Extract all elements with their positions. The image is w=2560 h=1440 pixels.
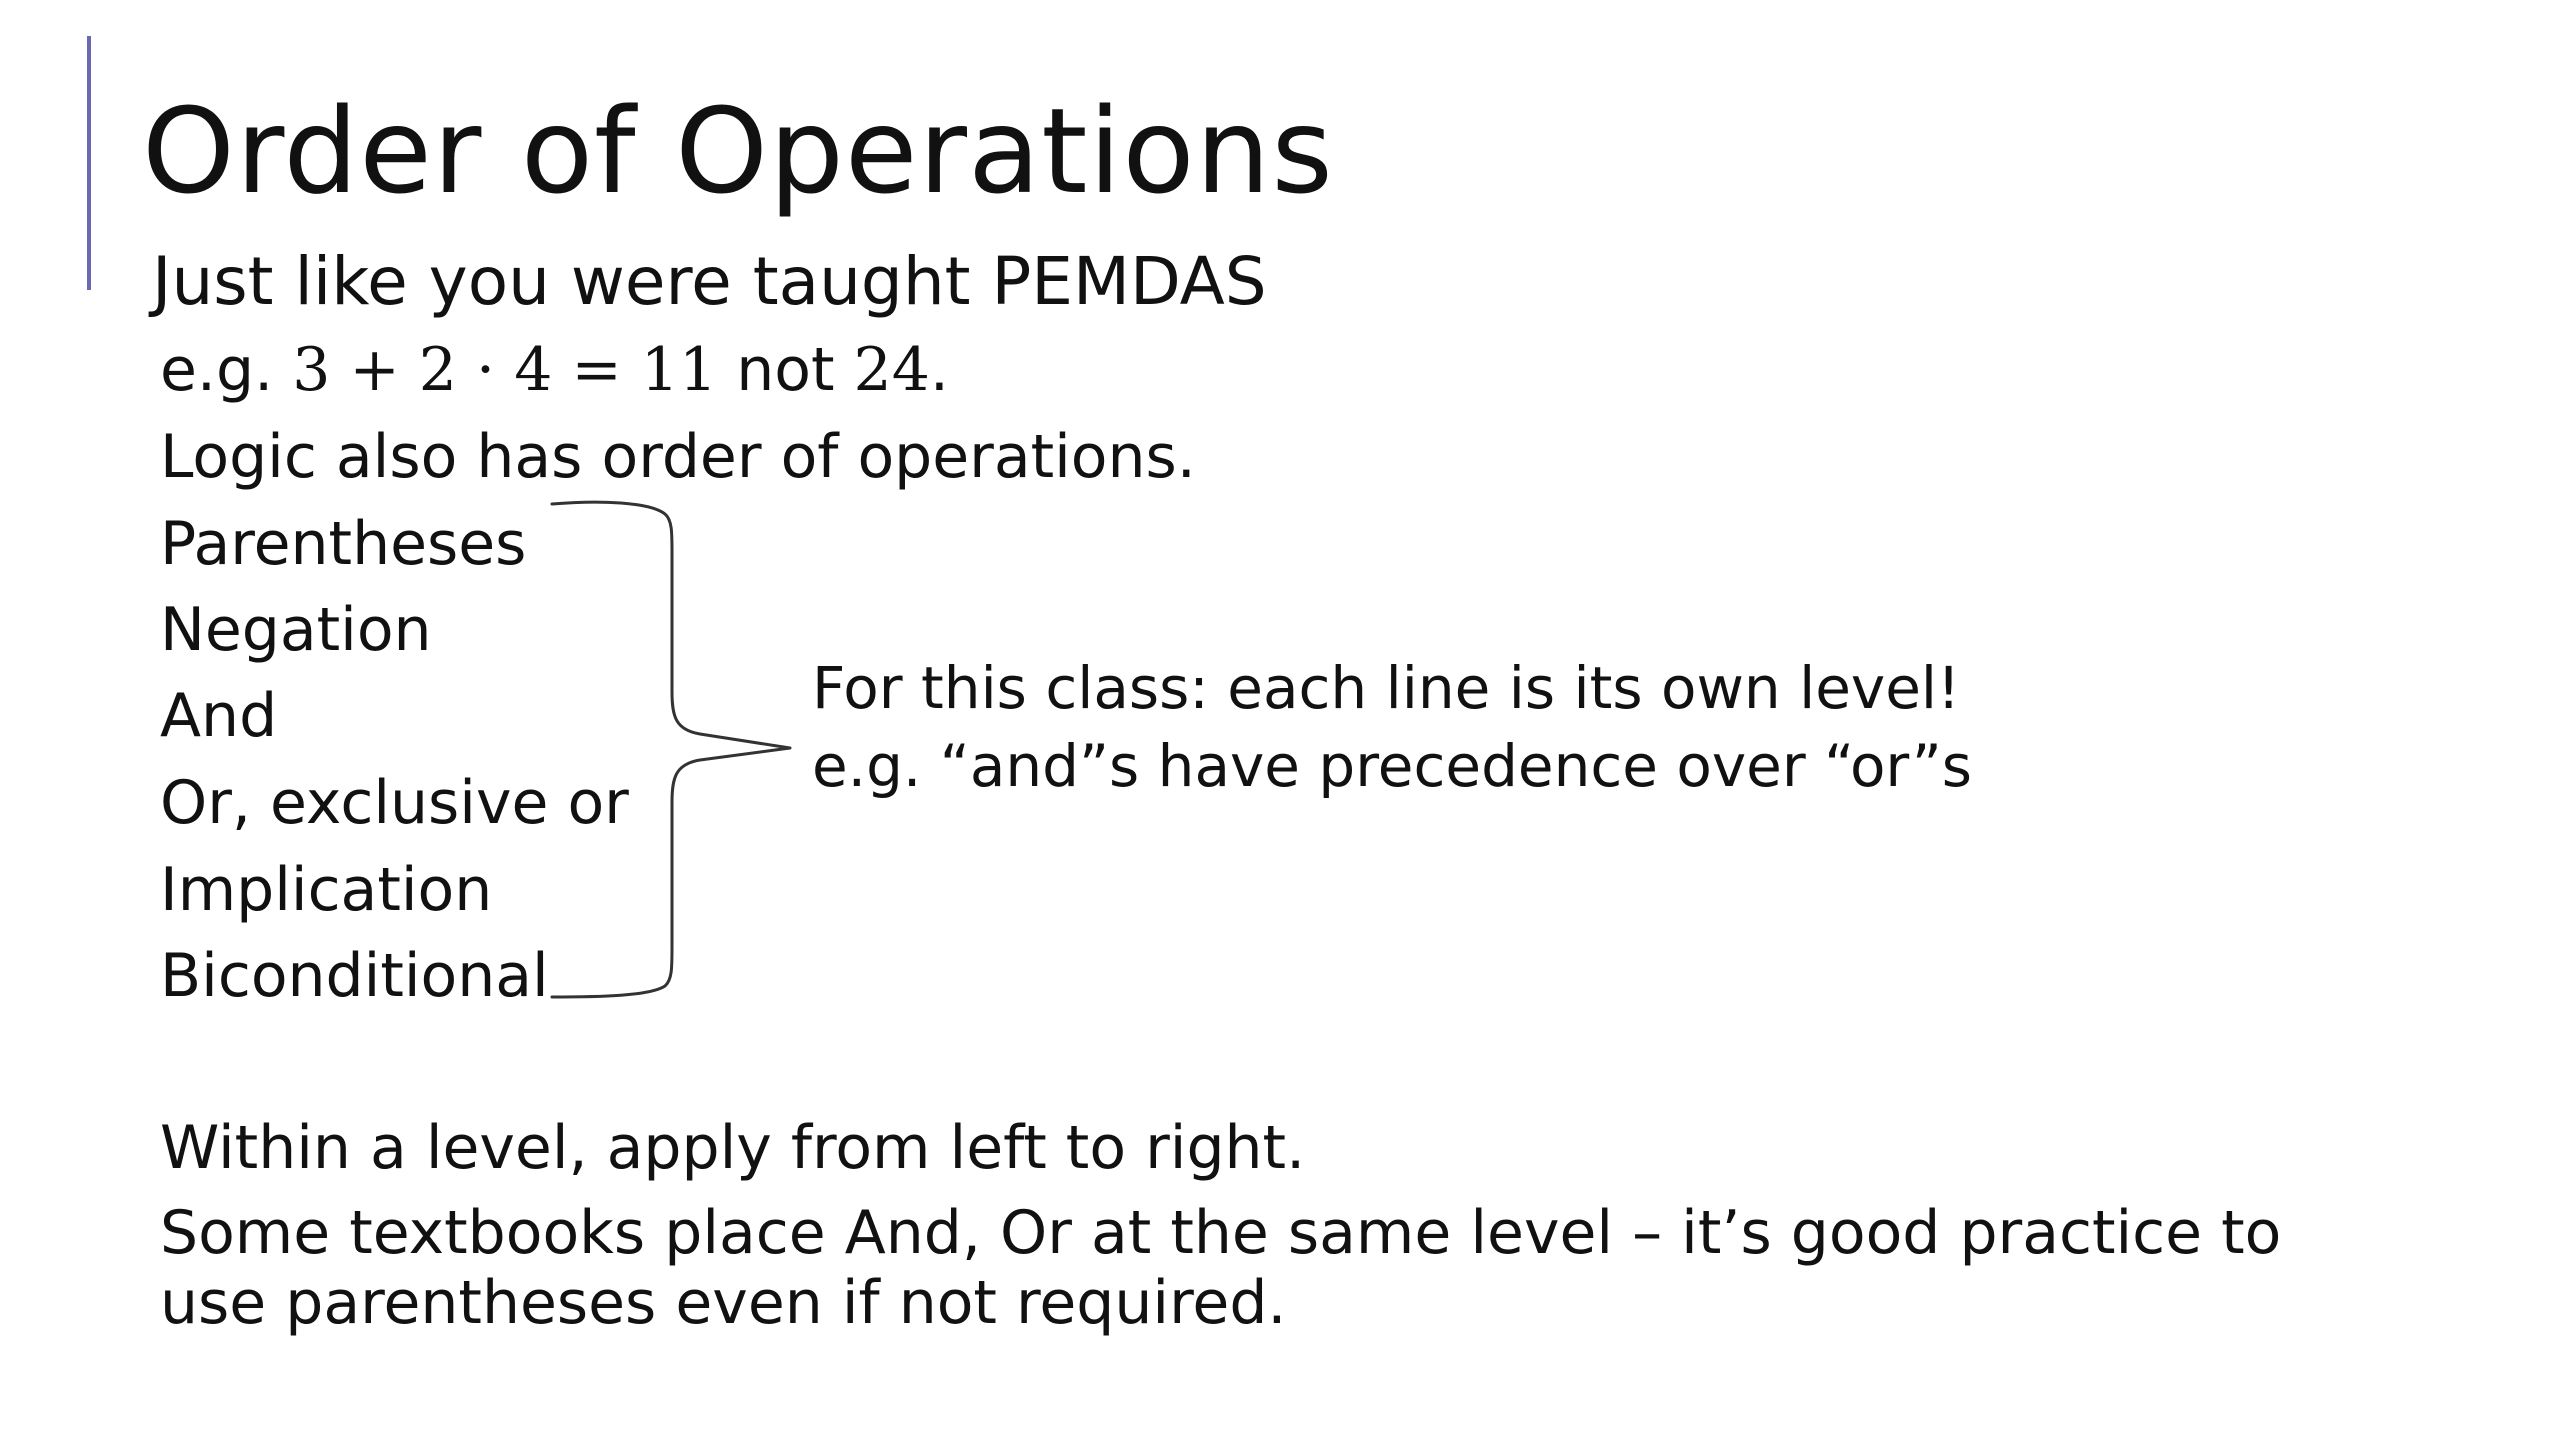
example-suffix: . [929,335,949,405]
textbook-note: Some textbooks place And, Or at the same level – it’s good practice to use parentheses even if not required. [160,1198,2282,1338]
level-negation: Negation [160,595,432,665]
note-line-2: e.g. “and”s have precedence over “or”s [812,732,1972,800]
level-implication: Implication [160,855,493,925]
slide-subtitle: Just like you were taught PEMDAS [152,243,1267,320]
note-line-1: For this class: each line is its own level! [812,654,1961,722]
example-wrong-value: 24 [853,335,930,405]
curly-brace [540,492,800,1012]
example-expression: 3 + 2 · 4 = 11 [292,335,718,405]
accent-bar [87,36,91,290]
slide-title: Order of Operations [142,82,1334,220]
level-or: Or, exclusive or [160,768,629,838]
level-parentheses: Parentheses [160,509,527,579]
within-level-line: Within a level, apply from left to right. [160,1113,1306,1183]
example-prefix: e.g. [160,335,293,405]
example-middle: not [717,335,854,405]
logic-line: Logic also has order of operations. [160,422,1196,492]
level-and: And [160,681,278,751]
example-line [160,330,949,410]
level-biconditional: Biconditional [160,941,549,1011]
